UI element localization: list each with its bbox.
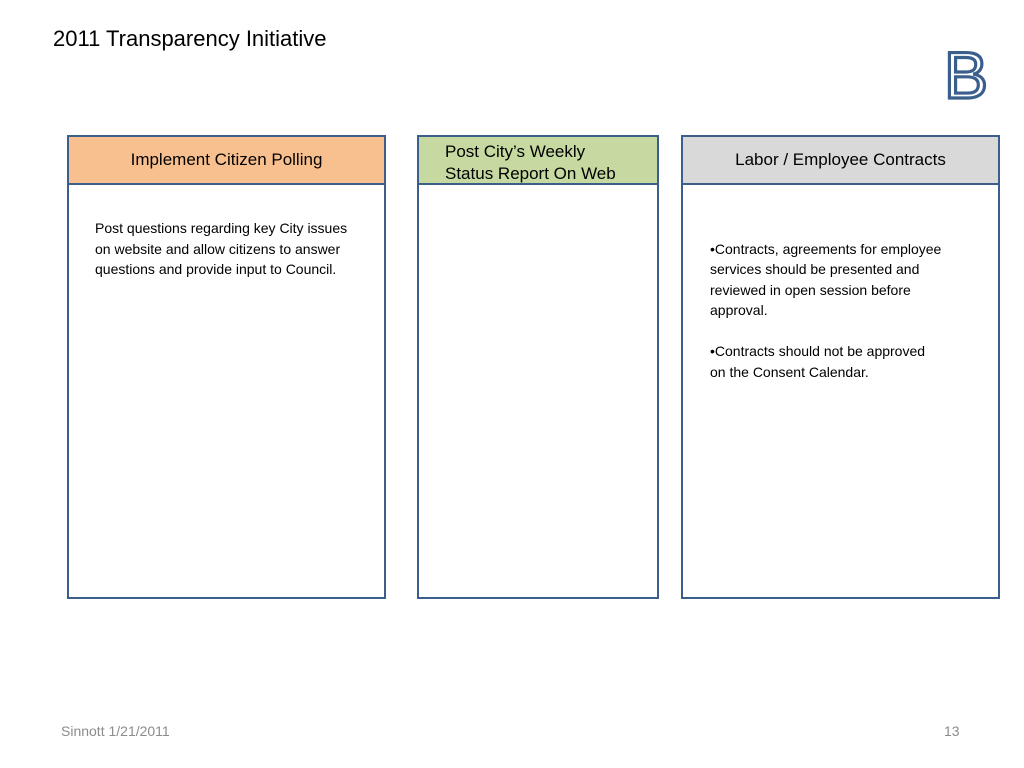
card-header-citizen-polling	[69, 137, 384, 185]
card-labor-contracts	[681, 135, 1000, 599]
card-weekly-status-report	[417, 135, 659, 599]
section-letter-text: B	[944, 40, 989, 112]
footer-author-date: Sinnott 1/21/2011	[61, 723, 170, 739]
card-header-weekly-status-report	[419, 137, 657, 185]
card-title: Implement Citizen Polling	[130, 150, 323, 169]
bullet-item: •Contracts should not be approved on the Consent Calendar.	[710, 343, 926, 380]
bullet-item: •Contracts, agreements for employee services should be presented and reviewed in open session before approval.	[710, 240, 942, 318]
card-body-weekly-status-report	[419, 185, 657, 597]
page-number: 13	[944, 723, 960, 739]
slide-title: 2011 Transparency Initiative	[53, 26, 327, 51]
card-title-line-1: Post City’s Weekly	[445, 142, 586, 161]
card-body-labor-contracts	[683, 185, 998, 597]
bullet-list	[710, 218, 941, 403]
card-citizen-polling	[67, 135, 386, 599]
card-title-line-2: Status Report On Web	[445, 164, 616, 183]
card-description: Post questions regarding key City issues on website and allow citizens to answer questions and provide input to Council.	[95, 220, 348, 277]
section-letter-graphic	[942, 40, 992, 112]
card-header-labor-contracts	[683, 137, 998, 185]
card-title: Labor / Employee Contracts	[735, 150, 946, 169]
card-body-citizen-polling	[69, 185, 384, 597]
section-letter-b	[942, 40, 992, 112]
